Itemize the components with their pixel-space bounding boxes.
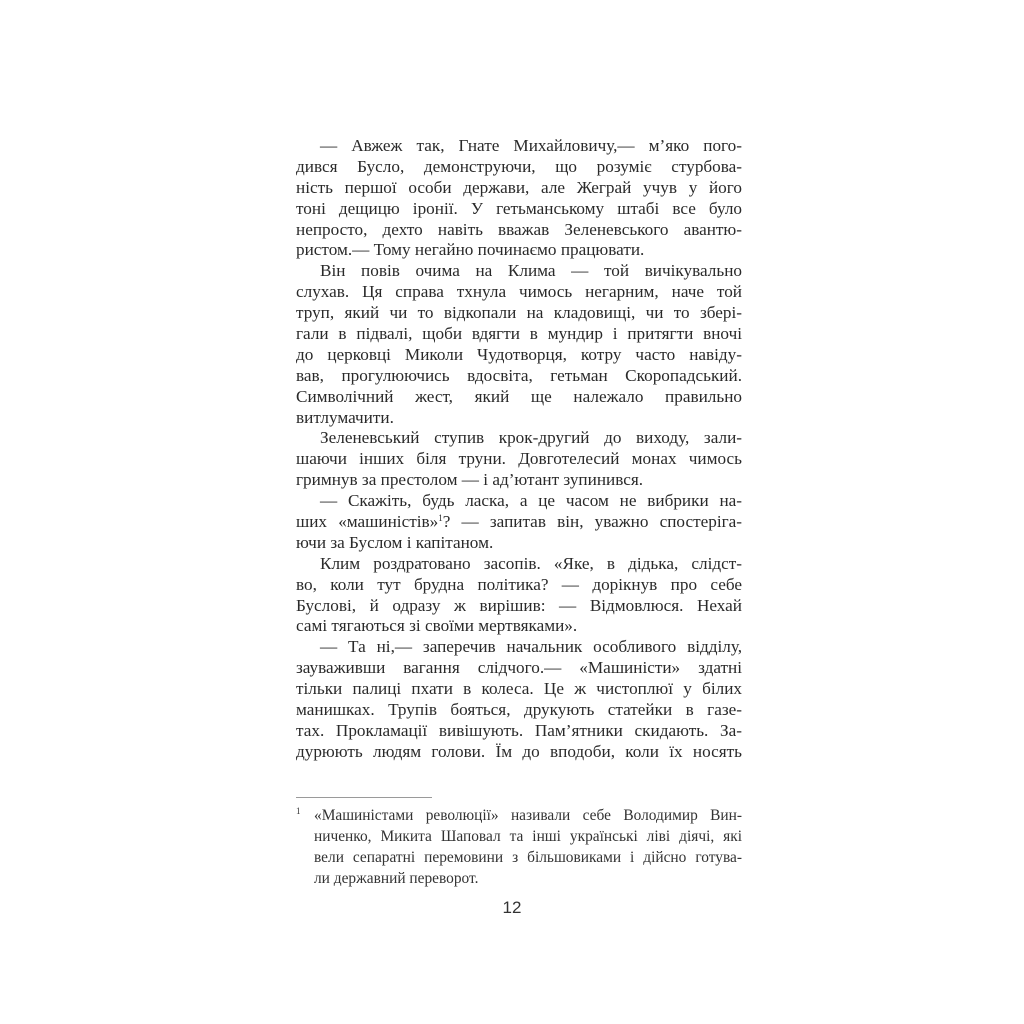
- text-line: — Скажіть, будь ласка, а це часом не вибрики на-: [320, 491, 742, 511]
- text-line: тах. Прокламації вивішують. Пам’ятники скидають. За-: [296, 720, 742, 740]
- text-line: непросто, дехто навіть вважав Зеленевського авантю-: [296, 219, 742, 239]
- text-line: зауваживши вагання слідчого.— «Машиністи» здатні: [296, 658, 742, 678]
- text-line: ність першої особи держави, але Жеграй учув у його: [296, 177, 742, 197]
- main-text: [296, 136, 742, 763]
- text-line: самі тягаються зі своїми мертвяками».: [296, 616, 578, 636]
- text-line: слухав. Ця справа тхнула чимось негарним, наче той: [296, 282, 742, 302]
- text-line: Буслові, й одразу ж вирішив: — Відмовлюся. Нехай: [296, 595, 742, 615]
- text-line: Зеленевський ступив крок-другий до виходу, зали-: [320, 428, 742, 448]
- text-line: вав, прогулюючись вдосвіта, гетьман Скоропадський.: [296, 365, 742, 385]
- footnote-line: «Машиністами революції» називали себе Володимир Вин-: [314, 807, 742, 824]
- page-number: 12: [502, 898, 522, 917]
- text-line: дився Бусло, демонструючи, що розуміє стурбова-: [296, 156, 742, 176]
- text-line: Символічний жест, який ще належало правильно: [296, 386, 742, 406]
- footnote-line: ли державний переворот.: [314, 869, 479, 887]
- text-line: тоні дещицю іронії. У гетьманському штабі все було: [296, 198, 742, 218]
- footnote-mark: 1: [296, 806, 301, 816]
- text-line: витлумачити.: [296, 407, 394, 427]
- text-line: гали в підвалі, щоби вдягти в мундир і притягти вночі: [296, 324, 742, 344]
- footnote: [296, 805, 742, 889]
- text-line: Він повів очима на Клима — той вичікувально: [320, 261, 742, 281]
- text-line: во, коли тут брудна політика? — дорікнув про себе: [296, 574, 742, 594]
- text-line: Клим роздратовано засопів. «Яке, в дідька, слідст-: [320, 553, 742, 573]
- text-line: до церковці Миколи Чудотворця, котру часто навіду-: [296, 344, 742, 364]
- footnote-divider: [296, 797, 432, 798]
- text-line: гримнув за престолом — і ад’ютант зупинився.: [296, 470, 644, 490]
- text-line: — Та ні,— заперечив начальник особливого відділу,: [320, 637, 742, 657]
- footnote-line: ниченко, Микита Шаповал та інші українські ліві діячі, які: [314, 827, 742, 845]
- footnote-line: вели сепаратні перемовини з більшовиками і дійсно готува-: [314, 848, 742, 866]
- text-line: тільки палиці пхати в колеса. Це ж чистоплюї у білих: [296, 679, 742, 699]
- text-line: манишках. Трупів бояться, друкують статейки в газе-: [296, 700, 742, 720]
- text-line: ристом.— Тому негайно починаємо працювати.: [296, 240, 645, 260]
- text-line: дурюють людям голови. Їм до вподоби, коли їх носять: [296, 741, 742, 761]
- text-line: шаючи інших біля труни. Довготелесий монах чимось: [296, 449, 742, 469]
- text-line: ючи за Буслом і капітаном.: [296, 532, 494, 552]
- text-line: ших «машиністів»$^1$? — запитав він, уважно спостеріга-: [296, 512, 742, 532]
- text-line: — Авжеж так, Гнате Михайловичу,— м’яко пого-: [320, 136, 742, 155]
- footnote-reference: 1: [438, 513, 443, 524]
- text-line: труп, який чи то відкопали на кладовищі, чи то збері-: [296, 303, 742, 323]
